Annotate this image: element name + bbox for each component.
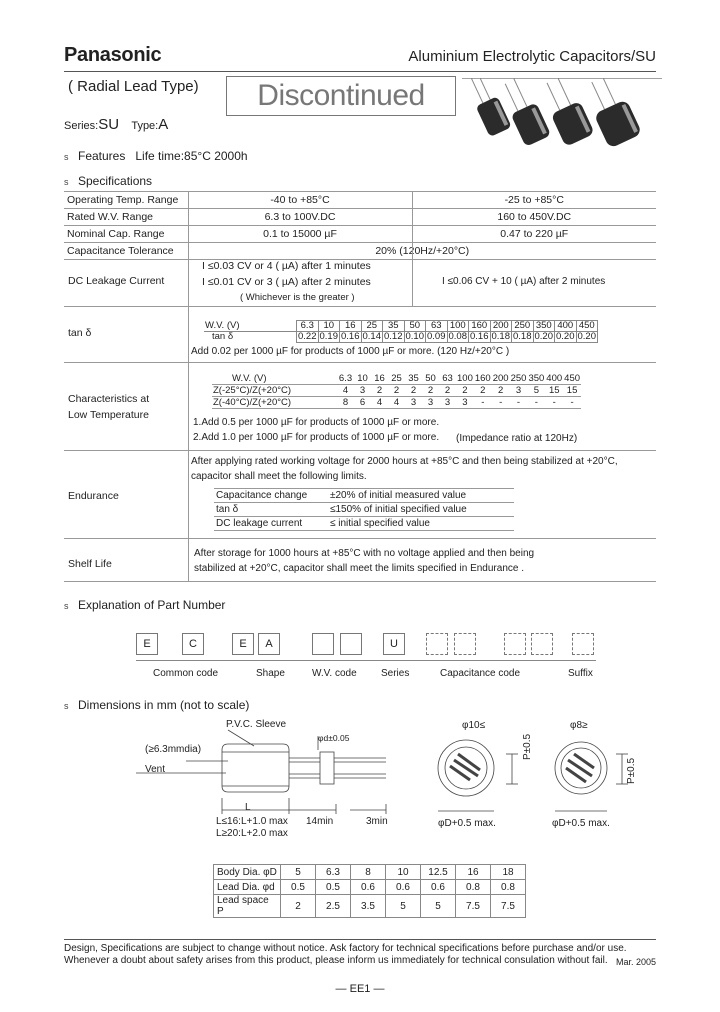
lead-dia-cell: 0.5	[316, 880, 351, 895]
lead-3min: 3min	[366, 816, 388, 827]
type-value: A	[158, 116, 169, 133]
lead-pitch-2: P±0.5	[626, 757, 637, 784]
dc-leakage-a2: I ≤0.01 CV or 3 ( µA) after 2 minutes	[202, 276, 371, 288]
tan-value-cell: 0.08	[448, 331, 467, 342]
spec-value-a: 6.3 to 100V.DC	[188, 209, 412, 226]
lead-dia-cell: 0.6	[386, 880, 421, 895]
part-number-box: E	[136, 633, 158, 655]
tan-voltage-cell: 400	[555, 321, 577, 332]
bullet-icon: s	[64, 701, 69, 711]
lt-row2-cell: 8	[337, 397, 354, 409]
bullet-icon: s	[64, 601, 69, 611]
part-number-box	[531, 633, 553, 655]
endurance-value: ≤ initial specified value	[328, 517, 514, 531]
lead-dia-label: φd±0.05	[318, 733, 350, 743]
endurance-intro-1: After applying rated working voltage for 2000 hours at +85°C and then being stabilized at +20°C,	[191, 456, 618, 467]
specifications-heading	[64, 174, 152, 188]
lt-row-40	[212, 397, 581, 409]
dc-leakage-a3: ( Whichever is the greater )	[240, 292, 355, 303]
lt-row2-cell: -	[474, 397, 492, 409]
tan-note: Add 0.02 per 1000 µF for products of 1000 µF or more. (120 Hz/+20°C )	[191, 346, 510, 357]
pn-label-capacitance: Capacitance code	[440, 668, 521, 679]
tan-voltage-cell: 250	[512, 321, 534, 332]
lt-row2-cell: 4	[388, 397, 405, 409]
capacitor-photo	[462, 78, 662, 158]
rule	[64, 306, 656, 307]
lead-dia-cell: 0.5	[281, 880, 316, 895]
endurance-intro-2: capacitor shall meet the following limits.	[191, 471, 367, 482]
endurance-row	[214, 517, 514, 531]
lt-row1-cell: 2	[439, 385, 456, 397]
tan-voltage-cell: 160	[469, 321, 491, 332]
tan-delta-table	[204, 320, 598, 343]
vent-label: Vent	[145, 764, 166, 775]
length-label: L	[245, 802, 251, 813]
lt-voltage-cell: 400	[546, 373, 563, 384]
series-line	[64, 116, 168, 133]
page-number: — EE1 —	[335, 983, 385, 995]
tan-value-cell: 0.16	[341, 331, 360, 342]
lt-voltage-cell: 35	[405, 373, 422, 385]
tan-voltage-cell: 200	[490, 321, 512, 332]
series-value: SU	[98, 116, 120, 133]
max-dia-1: φD+0.5 max.	[438, 818, 496, 829]
part-number-box	[572, 633, 594, 655]
lt-row1-cell: 3	[354, 385, 371, 397]
dc-leakage-a1: I ≤0.03 CV or 4 ( µA) after 1 minutes	[202, 260, 371, 272]
pn-label-suffix: Suffix	[568, 668, 593, 679]
lead-dia-cell: 0.8	[456, 880, 491, 895]
spec-value-a: -40 to +85°C	[188, 192, 412, 209]
lt-note-2: 2.Add 1.0 per 1000 µF for products of 1000 µF or more.	[193, 432, 440, 443]
body-dia-cell: 16	[456, 865, 491, 880]
spec-row	[64, 243, 656, 260]
part-number-box: A	[258, 633, 280, 655]
rule	[412, 191, 413, 306]
lt-row2-cell: -	[527, 397, 545, 409]
lt-row1-cell: 2	[492, 385, 510, 397]
lt-voltage-cell: 50	[422, 373, 439, 385]
tan-value-cell: 0.22	[298, 331, 317, 342]
tan-voltage-row	[204, 321, 598, 332]
tan-row-label: tan δ	[204, 332, 297, 343]
part-number-title: Explanation of Part Number	[78, 598, 226, 612]
tan-voltage-cell: 25	[361, 321, 383, 332]
lt-voltage-cell: 6.3	[338, 373, 353, 384]
pn-label-common: Common code	[153, 668, 219, 679]
lt-row1-cell: 2	[388, 385, 405, 397]
part-number-box	[340, 633, 362, 655]
tan-voltage-cell: 450	[576, 321, 598, 332]
low-temp-label-1: Characteristics at	[68, 393, 150, 405]
tan-value-cell: 0.18	[513, 331, 532, 342]
endurance-table	[214, 488, 514, 531]
lead-space-cell: 5	[386, 895, 421, 918]
endurance-key: tan δ	[214, 503, 328, 517]
tan-voltage-cell: 6.3	[297, 321, 319, 332]
lt-row2-cell: 4	[371, 397, 388, 409]
dimension-table	[213, 864, 526, 918]
footer-line-2: Whenever a doubt about safety arises from this product, please inform us immediately for technical consulation without fail.	[64, 955, 608, 966]
features-heading: Features	[78, 149, 126, 163]
body-dia-label: Body Dia. φD	[214, 865, 281, 880]
lt-row2-cell: 3	[405, 397, 422, 409]
tolerance-label: Capacitance Tolerance	[64, 243, 188, 260]
endurance-key: Capacitance change	[214, 489, 328, 503]
brand-logo: Panasonic	[64, 44, 162, 66]
pn-label-series: Series	[381, 668, 410, 679]
body-dia-cell: 5	[281, 865, 316, 880]
spec-label: Rated W.V. Range	[64, 209, 188, 226]
body-dia-cell: 6.3	[316, 865, 351, 880]
capacitor-4	[579, 78, 642, 149]
endurance-row	[214, 489, 514, 503]
spec-row	[64, 192, 656, 209]
dia-note: (≥6.3mmdia)	[145, 744, 202, 755]
rule	[188, 306, 189, 581]
tan-value-cell: 0.20	[556, 331, 575, 342]
lt-row2-cell: -	[563, 397, 581, 409]
spec-value-b: 160 to 450V.DC	[412, 209, 656, 226]
body-dia-cell: 8	[351, 865, 386, 880]
shelf-line-1: After storage for 1000 hours at +85°C with no voltage applied and then being	[194, 548, 535, 559]
lt-row1-cell: 15	[563, 385, 581, 397]
spec-row	[64, 226, 656, 243]
lead-space-cell: 3.5	[351, 895, 386, 918]
dc-leakage-b: I ≤0.06 CV + 10 ( µA) after 2 minutes	[442, 276, 606, 287]
capacitor-1	[462, 78, 512, 137]
lead-14min: 14min	[306, 816, 334, 827]
spec-table	[64, 191, 656, 260]
rule	[64, 581, 656, 582]
endurance-value: ≤150% of initial specified value	[328, 503, 514, 517]
tan-value-cell: 0.12	[384, 331, 403, 342]
part-number-box	[312, 633, 334, 655]
part-number-box	[504, 633, 526, 655]
lead-space-row	[214, 895, 526, 918]
lt-row1-cell: 2	[456, 385, 474, 397]
discontinued-stamp: Discontinued	[226, 76, 456, 116]
spec-label: Operating Temp. Range	[64, 192, 188, 209]
bullet-icon: s	[64, 177, 69, 187]
dc-leakage-label: DC Leakage Current	[68, 275, 165, 287]
wv-label: W.V. (V)	[204, 321, 297, 332]
tan-value-cell: 0.20	[534, 331, 553, 342]
tan-value-cell: 0.19	[319, 331, 338, 342]
part-number-box: C	[182, 633, 204, 655]
lt-row2-cell: 3	[422, 397, 439, 409]
phi10-label: φ10≤	[462, 720, 486, 731]
endurance-label: Endurance	[68, 490, 119, 502]
lead-pitch-1: P±0.5	[522, 733, 533, 760]
dimensions-heading	[64, 698, 249, 712]
low-temp-table	[212, 373, 581, 409]
lead-dia-cell: 0.6	[351, 880, 386, 895]
tan-delta-label: tan δ	[68, 327, 92, 339]
tan-voltage-cell: 100	[447, 321, 469, 332]
tan-value-cell: 0.18	[491, 331, 510, 342]
lt-row1-cell: 2	[422, 385, 439, 397]
spec-row	[64, 209, 656, 226]
lead-space-cell: 7.5	[456, 895, 491, 918]
lt-row1-cell: 4	[337, 385, 354, 397]
length-rule-2: L≥20:L+2.0 max	[216, 828, 288, 839]
lt-row2-cell: 3	[439, 397, 456, 409]
tan-voltage-cell: 50	[404, 321, 426, 332]
lead-dia-cell: 0.6	[421, 880, 456, 895]
capacitor-body-outline	[222, 744, 289, 792]
features-text: Life time:85°C 2000h	[135, 149, 248, 163]
lt-row1-cell: 3	[510, 385, 528, 397]
part-number-box	[454, 633, 476, 655]
tan-voltage-cell: 350	[533, 321, 555, 332]
tan-value-cell: 0.14	[362, 331, 381, 342]
lt-row2-cell: -	[492, 397, 510, 409]
lead-space-cell: 5	[421, 895, 456, 918]
dimensions-title: Dimensions in mm (not to scale)	[78, 698, 250, 712]
tolerance-value: 20% (120Hz/+20°C)	[188, 243, 656, 260]
tan-value-cell: 0.20	[577, 331, 596, 342]
tan-voltage-cell: 10	[318, 321, 340, 332]
part-number-bracket	[136, 660, 596, 661]
part-number-box: E	[232, 633, 254, 655]
lead-dia-label: Lead Dia. φd	[214, 880, 281, 895]
low-temp-label	[68, 391, 149, 423]
pn-label-shape: Shape	[256, 668, 285, 679]
part-number-heading	[64, 598, 225, 612]
lead-type: ( Radial Lead Type)	[68, 78, 199, 95]
lead-dia-cell: 0.8	[491, 880, 526, 895]
tan-voltage-cell: 35	[383, 321, 405, 332]
body-dia-cell: 10	[386, 865, 421, 880]
spec-value-a: 0.1 to 15000 µF	[188, 226, 412, 243]
lt-row2-cell: -	[545, 397, 563, 409]
lt-voltage-cell: 250	[510, 373, 527, 384]
tan-value-cell: 0.09	[427, 331, 446, 342]
rule	[64, 538, 656, 539]
lt-row2-label: Z(-40°C)/Z(+20°C)	[212, 397, 337, 409]
features-line	[64, 149, 248, 163]
tan-value-cell: 0.10	[405, 331, 424, 342]
lt-voltage-cell: 350	[528, 373, 545, 384]
footer-line-1: Design, Specifications are subject to change without notice. Ask factory for technical specifications before purchase and/or use.	[64, 943, 627, 954]
tan-voltage-cell: 16	[340, 321, 362, 332]
footer-rule	[64, 939, 656, 940]
spec-value-b: -25 to +85°C	[412, 192, 656, 209]
rule	[64, 362, 656, 363]
specifications-title: Specifications	[78, 174, 153, 188]
type-label: Type:	[131, 120, 159, 132]
lt-voltage-cell: 160	[474, 373, 491, 384]
lt-note-3: (Impedance ratio at 120Hz)	[456, 433, 578, 444]
lt-row1-label: Z(-25°C)/Z(+20°C)	[212, 385, 337, 397]
body-dia-row	[214, 865, 526, 880]
lt-voltage-row	[212, 373, 581, 385]
lt-voltage-cell: 100	[457, 373, 473, 384]
lead-dia-row	[214, 880, 526, 895]
shelf-line-2: stabilized at +20°C, capacitor shall meet the limits specified in Endurance .	[194, 563, 524, 574]
series-label: Series:	[64, 120, 99, 132]
lt-voltage-cell: 10	[354, 373, 371, 385]
lt-voltage-cell: 200	[492, 373, 509, 384]
phi8-label: φ8≥	[570, 720, 588, 731]
tan-voltage-cell: 63	[426, 321, 448, 332]
max-dia-2: φD+0.5 max.	[552, 818, 610, 829]
lt-row1-cell: 2	[405, 385, 422, 397]
lt-row1-cell: 15	[545, 385, 563, 397]
tan-value-cell: 0.16	[470, 331, 489, 342]
tan-value-row	[204, 332, 598, 343]
lt-voltage-cell: 63	[439, 373, 456, 385]
pvc-sleeve-label: P.V.C. Sleeve	[226, 719, 287, 730]
spec-label: Nominal Cap. Range	[64, 226, 188, 243]
part-number-box: U	[383, 633, 405, 655]
lt-voltage-cell: 25	[388, 373, 405, 385]
product-title: Aluminium Electrolytic Capacitors/SU	[408, 48, 656, 65]
length-rule-1: L≤16:L+1.0 max	[216, 816, 288, 827]
lt-row2-cell: 3	[456, 397, 474, 409]
lt-row2-cell: 6	[354, 397, 371, 409]
pn-label-wv: W.V. code	[312, 668, 357, 679]
endurance-row	[214, 503, 514, 517]
endurance-key: DC leakage current	[214, 517, 328, 531]
endurance-value: ±20% of initial measured value	[328, 489, 514, 503]
lt-row1-cell: 2	[371, 385, 388, 397]
lt-voltage-cell: 450	[564, 373, 581, 384]
lead-space-cell: 2.5	[316, 895, 351, 918]
body-dia-cell: 18	[491, 865, 526, 880]
lead-space-label: Lead space P	[214, 895, 281, 918]
lt-row1-cell: 5	[527, 385, 545, 397]
lt-note-1: 1.Add 0.5 per 1000 µF for products of 1000 µF or more.	[193, 417, 440, 428]
lt-row1-cell: 2	[474, 385, 492, 397]
lead-space-cell: 2	[281, 895, 316, 918]
shelf-life-label: Shelf Life	[68, 558, 112, 570]
lt-voltage-cell: 16	[371, 373, 388, 385]
header-rule	[64, 71, 656, 72]
rule	[188, 258, 189, 306]
footer-date: Mar. 2005	[615, 957, 656, 967]
wv-label: W.V. (V)	[212, 373, 337, 385]
lt-row2-cell: -	[510, 397, 528, 409]
bullet-icon: s	[64, 152, 69, 162]
part-number-box	[426, 633, 448, 655]
rule	[64, 450, 656, 451]
lead-space-cell: 7.5	[491, 895, 526, 918]
spec-value-b: 0.47 to 220 µF	[412, 226, 656, 243]
low-temp-label-2: Low Temperature	[68, 409, 149, 421]
body-dia-cell: 12.5	[421, 865, 456, 880]
lt-row-25	[212, 385, 581, 397]
